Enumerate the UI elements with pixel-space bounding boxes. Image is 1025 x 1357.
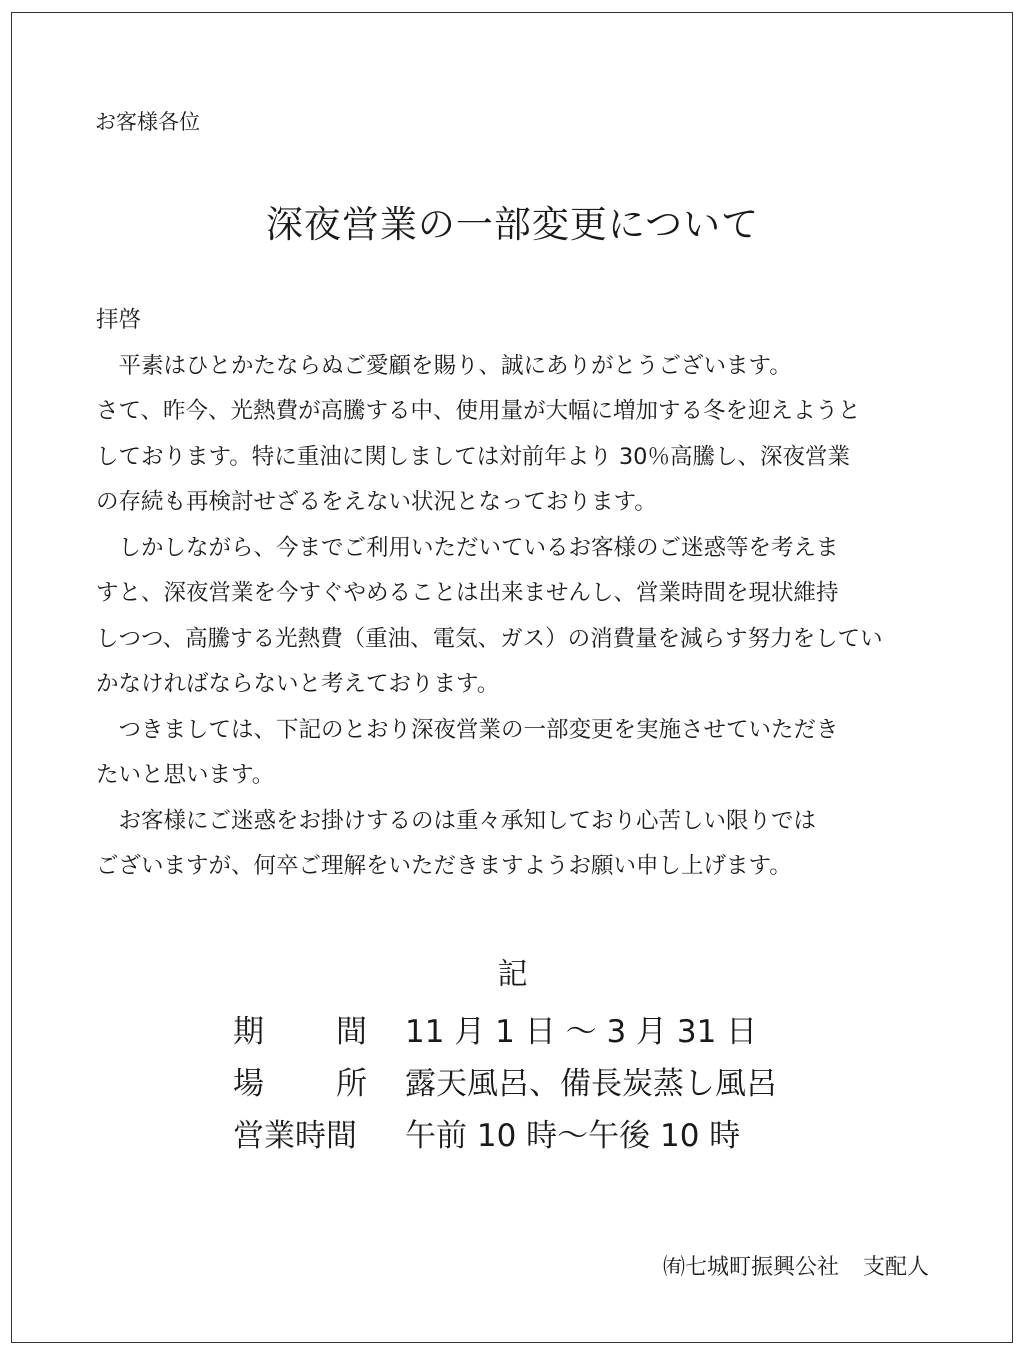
body-line: の存続も再検討せざるをえない状況となっております。	[96, 489, 657, 515]
detail-label	[233, 1058, 367, 1110]
body-line: しかしながら、今までご利用いただいているお客様のご迷惑等を考えま	[118, 534, 839, 561]
body-line: しつつ、高騰する光熱費（重油、電気、ガス）の消費量を減らす努力をしてい	[96, 625, 883, 652]
detail-value: 午前 10 時〜午後 10 時	[405, 1118, 741, 1154]
detail-value: 露天風呂、備長炭蒸し風呂	[405, 1066, 777, 1102]
notice-title: 深夜営業の一部変更について	[265, 203, 760, 246]
detail-value: 11 月 1 日 〜 3 月 31 日	[405, 1014, 758, 1050]
detail-label	[233, 1006, 367, 1058]
body-line: さて、昨今、光熱費が高騰する中、使用量が大幅に増加する冬を迎えようと	[96, 398, 861, 424]
body-line: 平素はひとかたならぬご愛顧を賜り、誠にありがとうございます。	[118, 352, 792, 379]
detail-row-period	[233, 1006, 777, 1058]
detail-label-char: 間	[336, 1014, 367, 1050]
detail-label: 営業時間	[233, 1118, 357, 1154]
signature-company: ㈲七城町振興公社	[662, 1255, 839, 1280]
detail-row-place	[233, 1058, 777, 1110]
details-list	[233, 1006, 777, 1162]
ki-heading: 記	[497, 957, 528, 992]
detail-row-hours	[233, 1110, 777, 1162]
body-line: お客様にご迷惑をお掛けするのは重々承知しており心苦しい限りでは	[118, 807, 817, 834]
signature-role: 支配人	[862, 1255, 929, 1280]
body-line: ございますが、何卒ご理解をいただきますようお願い申し上げます。	[96, 853, 792, 879]
greeting: 拝啓	[96, 307, 142, 333]
detail-label-char: 期	[233, 1014, 264, 1050]
detail-label-char: 所	[336, 1066, 367, 1102]
detail-label-char: 場	[233, 1066, 264, 1102]
notice-body	[96, 298, 936, 890]
body-line: たいと思います。	[96, 762, 275, 788]
body-line: かなければならないと考えております。	[96, 671, 500, 697]
body-line: つきましては、下記のとおり深夜営業の一部変更を実施させていただき	[118, 716, 839, 743]
body-line: しております。特に重油に関しましては対前年より 30％高騰し、深夜営業	[96, 443, 850, 470]
addressee: お客様各位	[95, 110, 200, 134]
body-line: すと、深夜営業を今すぐやめることは出来ませんし、営業時間を現状維持	[96, 580, 839, 606]
signature	[663, 1250, 929, 1286]
